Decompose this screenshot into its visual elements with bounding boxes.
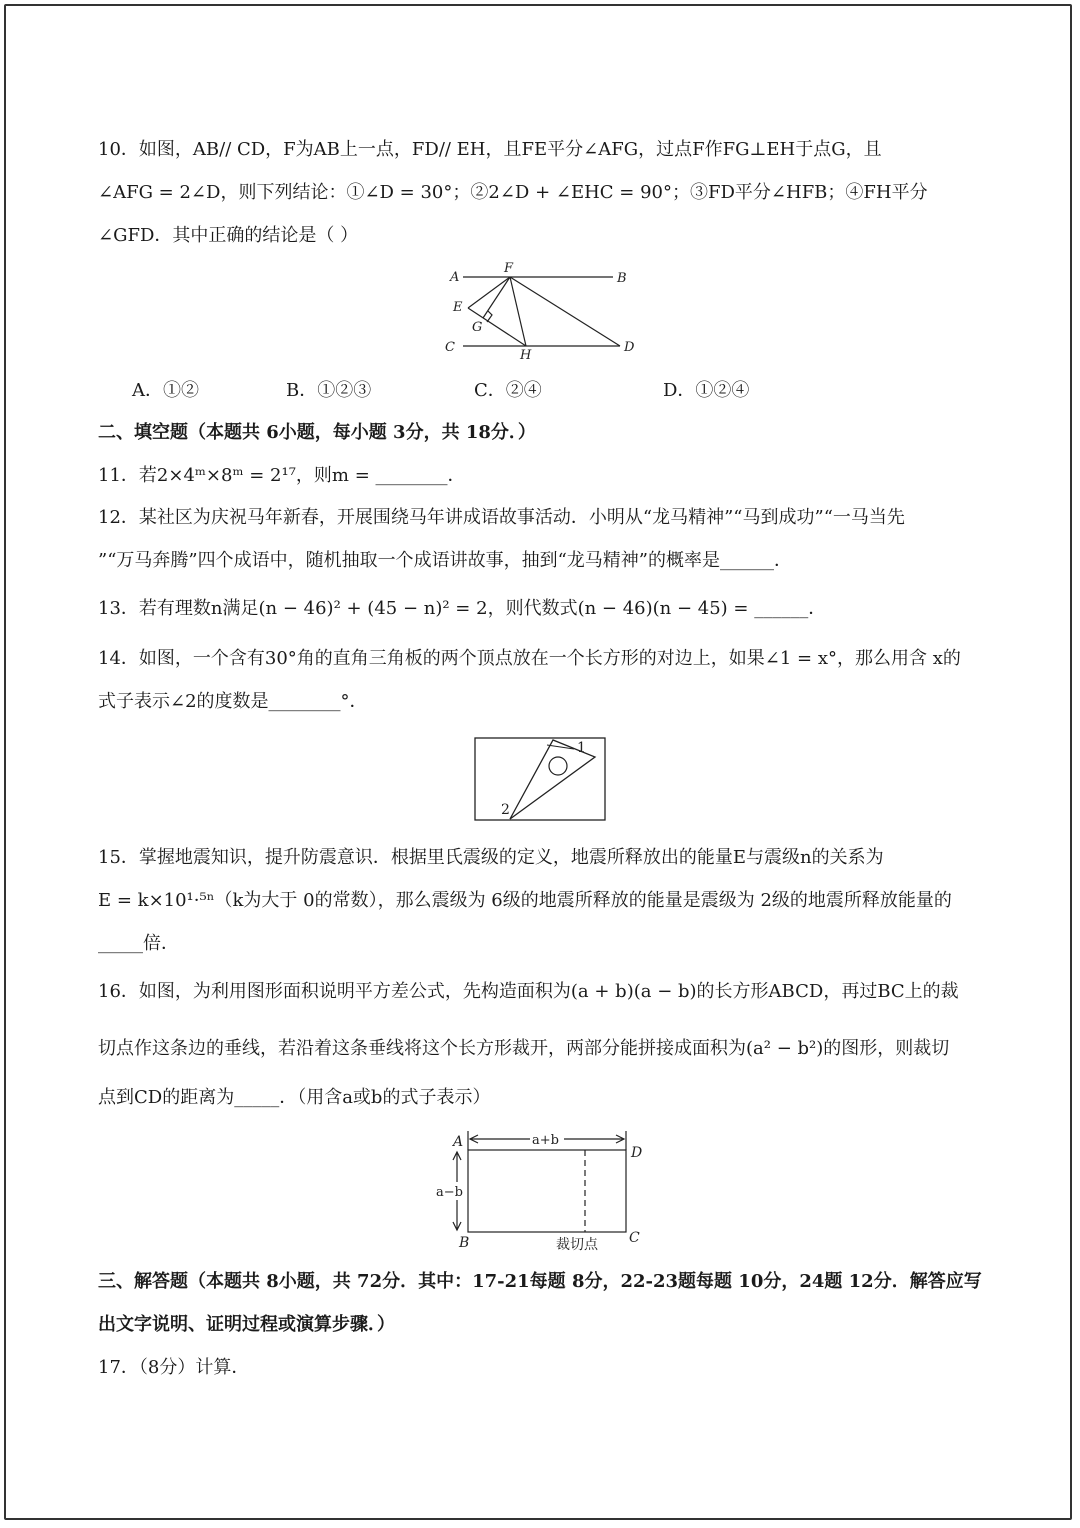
line-fg bbox=[483, 277, 510, 318]
line-fd bbox=[510, 277, 620, 346]
q14-line-1: 14．如图，一个含有30°角的直角三角板的两个顶点放在一个长方形的对边上，如果∠1 = x°，那么用含 x的 bbox=[98, 648, 961, 669]
choice-a: A．①② bbox=[132, 380, 199, 401]
choice-d: D．①②④ bbox=[663, 380, 750, 401]
q14-line-2: 式子表示∠2的度数是________°． bbox=[98, 691, 368, 712]
q16-figure bbox=[430, 1128, 650, 1256]
right-angle-mark bbox=[487, 311, 492, 322]
q13-text: 13．若有理数n满足(n − 46)² + (45 − n)² = 2，则代数式(n − 46)(n − 45) = ______． bbox=[98, 598, 827, 619]
q16-line-2: 切点作这条边的垂线，若沿着这条垂线将这个长方形裁开，两部分能拼接成面积为(a² − b²)的图形，则裁切 bbox=[98, 1038, 950, 1059]
q16-line-1: 16．如图，为利用图形面积说明平方差公式，先构造面积为(a + b)(a − b)的长方形ABCD，再过BC上的裁 bbox=[98, 981, 959, 1002]
section-2-heading: 二、填空题（本题共 6小题，每小题 3分，共 18分．） bbox=[98, 422, 536, 443]
q10-line-1: 10．如图，AB// CD，F为AB上一点，FD// EH，且FE平分∠AFG，过点F作FG⊥EH于点G，且 bbox=[98, 139, 882, 160]
label-left-dimension: a−b bbox=[436, 1185, 463, 1200]
rectangle-abcd bbox=[468, 1150, 626, 1232]
q17-text: 17．（8分）计算． bbox=[98, 1357, 250, 1378]
q14-figure bbox=[474, 737, 608, 823]
label-a: A bbox=[453, 1134, 464, 1150]
label-g: G bbox=[472, 320, 483, 335]
label-e: E bbox=[453, 300, 463, 315]
q10-figure bbox=[440, 258, 660, 368]
q12-line-1: 12．某社区为庆祝马年新春，开展围绕马年讲成语故事活动．小明从“龙马精神”“马到成功”“一马当先 bbox=[98, 507, 905, 528]
angle-2-label: 2 bbox=[501, 802, 510, 818]
line-fe bbox=[468, 277, 510, 308]
label-a: A bbox=[450, 270, 460, 285]
q16-line-3: 点到CD的距离为_____．（用含a或b的式子表示） bbox=[98, 1087, 491, 1108]
label-top-dimension: a+b bbox=[532, 1133, 559, 1148]
label-b: B bbox=[617, 271, 627, 286]
section-3-line-2: 出文字说明、证明过程或演算步骤．） bbox=[98, 1314, 395, 1335]
label-c: C bbox=[629, 1230, 640, 1246]
q11-text: 11．若2×4ᵐ×8ᵐ = 2¹⁷，则m = ________． bbox=[98, 465, 466, 486]
q10-line-3: ∠GFD．其中正确的结论是（ ） bbox=[98, 225, 359, 246]
q12-line-2: ”“万马奔腾”四个成语中，随机抽取一个成语讲故事，抽到“龙马精神”的概率是______． bbox=[98, 550, 793, 571]
q15-line-1: 15．掌握地震知识，提升防震意识．根据里氏震级的定义，地震所释放出的能量E与震级n的关系为 bbox=[98, 847, 884, 868]
label-f: F bbox=[504, 261, 514, 276]
label-b: B bbox=[459, 1235, 470, 1251]
label-c: C bbox=[445, 340, 455, 355]
q15-line-3: _____倍． bbox=[98, 933, 179, 954]
ruler-hole bbox=[549, 757, 567, 775]
label-h: H bbox=[520, 348, 532, 363]
label-d: D bbox=[624, 340, 635, 355]
line-fh bbox=[510, 277, 526, 346]
section-3-line-1: 三、解答题（本题共 8小题，共 72分．其中：17-21每题 8分，22-23题每题 10分，24题 12分．解答应写 bbox=[98, 1271, 982, 1292]
label-cut-point: 裁切点 bbox=[556, 1237, 598, 1253]
q10-line-2: ∠AFG = 2∠D，则下列结论：①∠D = 30°；②2∠D + ∠EHC = 90°；③FD平分∠HFB；④FH平分 bbox=[98, 182, 928, 203]
choice-c: C．②④ bbox=[474, 380, 542, 401]
q15-line-2: E = k×10¹·⁵ⁿ（k为大于 0的常数），那么震级为 6级的地震所释放的能量是震级为 2级的地震所释放能量的 bbox=[98, 890, 952, 911]
choice-b: B．①②③ bbox=[286, 380, 372, 401]
label-d: D bbox=[631, 1145, 643, 1161]
angle-1-label: 1 bbox=[577, 740, 586, 756]
